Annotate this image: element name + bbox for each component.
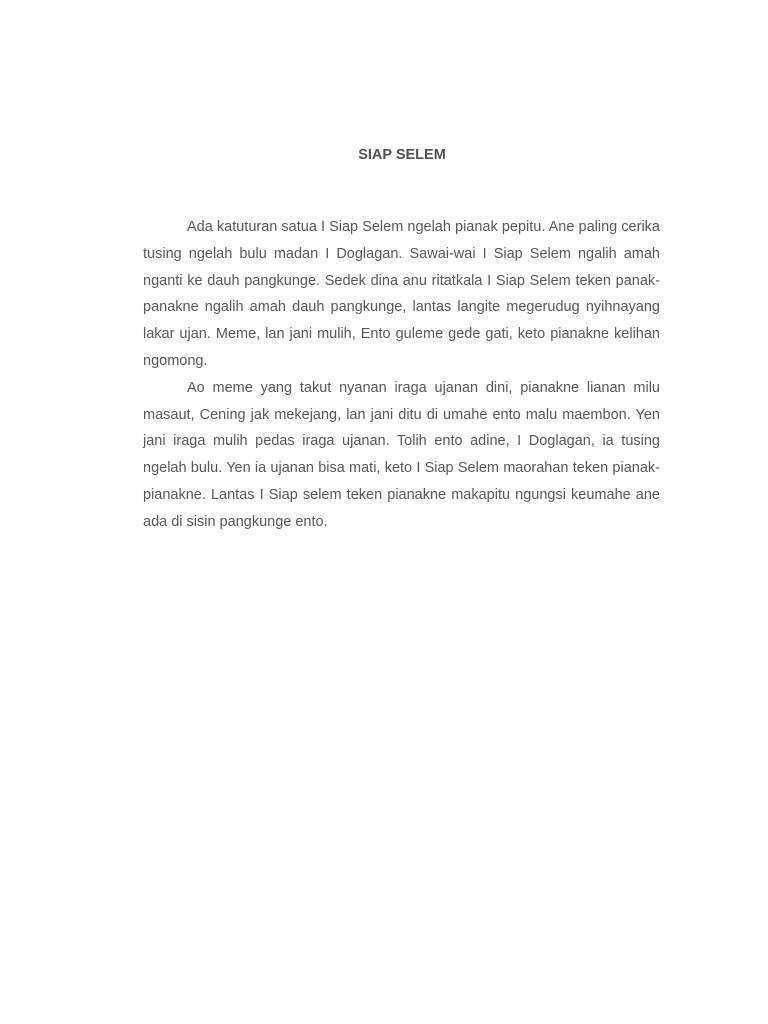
paragraph-1: Ada katuturan satua I Siap Selem ngelah pianak pepitu. Ane paling cerika tusing ngelah bulu madan I Doglagan. Sawai-wai I Siap Selem ngalih amah nganti ke dauh pangkunge. Sedek dina anu ritatkala I Siap Selem teken panak-panakne ngalih amah dauh pangkunge, lantas langite megerudug nyihnayang lakar ujan. Meme, lan jani mulih, Ento guleme gede gati, keto pianakne kelihan ngomong.: [143, 219, 660, 369]
document-title: SIAP SELEM: [358, 147, 446, 163]
paragraph-2: Ao meme yang takut nyanan iraga ujanan dini, pianakne lianan milu masaut, Cening jak mekejang, lan jani ditu di umahe ento malu maembon. Yen jani iraga mulih pedas iraga ujanan. Tolih ento adine, I Doglagan, ia tusing ngelah bulu. Yen ia ujanan bisa mati, keto I Siap Selem maorahan teken pianak-pianakne. Lantas I Siap selem teken pianakne makapitu ngungsi keumahe ane ada di sisin pangkunge ento.: [143, 379, 660, 530]
document-body: [143, 214, 660, 536]
